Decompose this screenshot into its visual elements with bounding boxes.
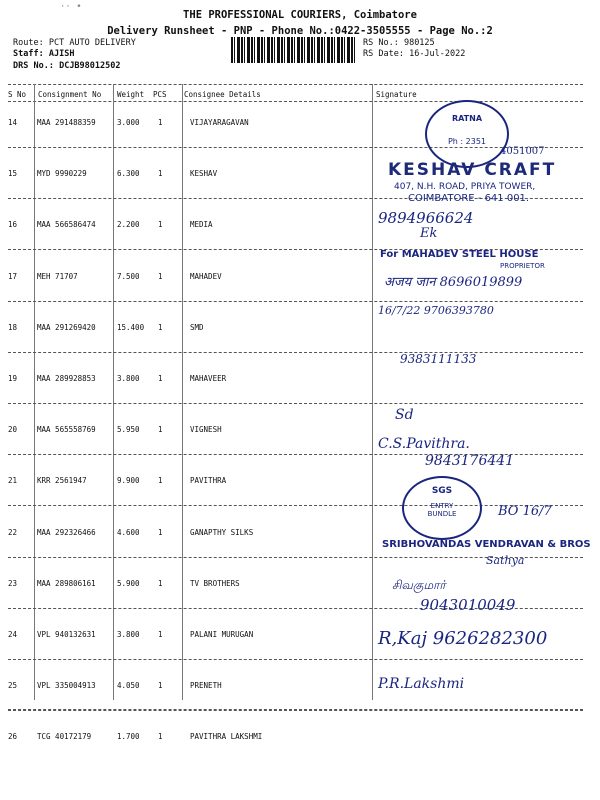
drs-label: DRS No.: — [13, 61, 54, 71]
row-weight: 7.500 — [117, 272, 140, 281]
row-consignment-no: MAA 566586474 — [37, 220, 96, 229]
row-consignment-no: MAA 289806161 — [37, 579, 96, 588]
row-consignee: MEDIA — [190, 220, 213, 229]
staff-label: Staff: — [13, 49, 44, 59]
row-sno: 25 — [8, 681, 18, 690]
row-sno: 19 — [8, 374, 18, 383]
row-consignment-no: MEH 71707 — [37, 272, 78, 281]
row-weight: 3.800 — [117, 374, 140, 383]
keshav-address-2: COIMBATORE - 641 001. — [408, 193, 530, 204]
row-weight: 6.300 — [117, 169, 140, 178]
row-sno: 23 — [8, 579, 18, 588]
table-header-rule — [8, 101, 583, 102]
route-label: Route: — [13, 38, 44, 48]
row-pcs: 1 — [158, 374, 163, 383]
row-sno: 26 — [8, 732, 18, 741]
handwritten-signature: Ek — [420, 226, 438, 241]
handwritten-note: 4051007 — [500, 146, 545, 157]
row-weight: 2.200 — [117, 220, 140, 229]
row-divider — [8, 505, 583, 506]
rs-no-line — [363, 38, 435, 48]
row-weight: 4.050 — [117, 681, 140, 690]
row-pcs: 1 — [158, 476, 163, 485]
row-sno: 17 — [8, 272, 18, 281]
row-consignment-no: MAA 291488359 — [37, 118, 96, 127]
row-consignment-no: TCG 40172179 — [37, 732, 92, 741]
row-pcs: 1 — [158, 425, 163, 434]
handwritten-name: சிவகுமார் — [392, 578, 446, 592]
drs-line — [13, 61, 121, 71]
col-weight: Weight — [117, 90, 145, 99]
row-consignment-no: MAA 292326466 — [37, 528, 96, 537]
row-consignment-no: MAA 291269420 — [37, 323, 96, 332]
top-marks: ·· • — [60, 2, 82, 12]
row-consignment-no: MAA 289928853 — [37, 374, 96, 383]
row-consignee: VIGNESH — [190, 425, 222, 434]
stamp-text: BUNDLE — [427, 510, 457, 518]
handwritten-name: C.S.Pavithra. — [378, 436, 470, 452]
mahadev-stamp: For MAHADEV STEEL HOUSE — [380, 249, 539, 260]
stamp-text: ENTRY — [430, 502, 454, 510]
row-pcs: 1 — [158, 579, 163, 588]
handwritten-signature: R,Kaj 9626282300 — [378, 628, 548, 649]
row-weight: 9.900 — [117, 476, 140, 485]
row-weight: 15.400 — [117, 323, 145, 332]
handwritten-phone: 9383111133 — [400, 352, 477, 366]
keshav-craft-stamp: KESHAV CRAFT — [388, 160, 557, 180]
sgs-stamp — [402, 476, 482, 540]
row-divider — [8, 352, 583, 353]
stamp-text: SGS — [431, 486, 453, 496]
row-consignment-no: VPL 335004913 — [37, 681, 96, 690]
stamp-phone: Ph : 2351 — [447, 137, 487, 146]
col-pcs: PCS — [153, 90, 167, 99]
row-weight: 3.000 — [117, 118, 140, 127]
handwritten-phone: 9894966624 — [378, 209, 474, 227]
keshav-address-1: 407, N.H. ROAD, PRIYA TOWER, — [394, 182, 536, 192]
row-pcs: 1 — [158, 630, 163, 639]
col-consignment: Consignment No — [38, 90, 102, 99]
handwritten-signature: Sathya — [486, 554, 525, 567]
row-consignee: PRENETH — [190, 681, 222, 690]
row-consignee: VIJAYARAGAVAN — [190, 118, 249, 127]
row-sno: 16 — [8, 220, 18, 229]
table-bottom-rule — [8, 709, 583, 710]
row-divider — [8, 659, 583, 660]
row-consignee: GANAPTHY SILKS — [190, 528, 254, 537]
row-weight: 5.950 — [117, 425, 140, 434]
row-pcs: 1 — [158, 681, 163, 690]
row-sno: 21 — [8, 476, 18, 485]
row-weight: 1.700 — [117, 732, 140, 741]
row-consignment-no: MAA 565558769 — [37, 425, 96, 434]
row-divider — [8, 301, 583, 302]
row-sno: 20 — [8, 425, 18, 434]
row-pcs: 1 — [158, 732, 163, 741]
col-consignee: Consignee Details — [184, 90, 261, 99]
row-consignee: MAHADEV — [190, 272, 222, 281]
row-divider — [8, 710, 583, 711]
handwritten-signature: Sd — [395, 407, 414, 423]
rs-no-value: 980125 — [403, 38, 435, 48]
row-divider — [8, 403, 583, 404]
rs-date-value: 16-Jul-2022 — [409, 49, 466, 59]
col-sno: S No — [8, 90, 27, 99]
staff-value: AJISH — [48, 49, 75, 59]
handwritten-phone: 9043010049 — [420, 596, 516, 614]
row-consignee: PALANI MURUGAN — [190, 630, 254, 639]
route-line — [13, 38, 136, 48]
route-value: PCT AUTO DELIVERY — [48, 38, 136, 48]
row-sno: 18 — [8, 323, 18, 332]
row-consignment-no: MYD 9990229 — [37, 169, 87, 178]
row-sno: 22 — [8, 528, 18, 537]
company-title: THE PROFESSIONAL COURIERS, Coimbatore — [183, 9, 417, 21]
rs-no-label: RS No.: — [363, 38, 399, 48]
handwritten-signature: 16/7/22 9706393780 — [378, 304, 494, 317]
row-weight: 3.800 — [117, 630, 140, 639]
ratna-stamp — [425, 100, 509, 168]
row-sno: 14 — [8, 118, 18, 127]
row-consignee: TV BROTHERS — [190, 579, 240, 588]
row-weight: 5.900 — [117, 579, 140, 588]
row-pcs: 1 — [158, 169, 163, 178]
row-consignee: KESHAV — [190, 169, 218, 178]
table-top-rule — [8, 84, 583, 85]
row-consignment-no: KRR 2561947 — [37, 476, 87, 485]
rs-date-line — [363, 49, 465, 59]
row-pcs: 1 — [158, 118, 163, 127]
drs-value: DCJB98012502 — [59, 61, 121, 71]
row-sno: 15 — [8, 169, 18, 178]
row-consignee: SMD — [190, 323, 204, 332]
row-pcs: 1 — [158, 528, 163, 537]
handwritten-phone: अजय जान 8696019899 — [384, 275, 523, 290]
rs-date-label: RS Date: — [363, 49, 404, 59]
row-pcs: 1 — [158, 220, 163, 229]
row-sno: 24 — [8, 630, 18, 639]
row-consignee: PAVITHRA — [190, 476, 227, 485]
runsheet-title: Delivery Runsheet - PNP - Phone No.:0422-3505555 - Page No.:2 — [107, 25, 493, 37]
company-stamp: SRIBHOVANDAS VENDRAVAN & BROS — [382, 539, 591, 550]
handwritten-phone: 9843176441 — [425, 453, 515, 469]
row-weight: 4.600 — [117, 528, 140, 537]
row-pcs: 1 — [158, 323, 163, 332]
row-consignee: PAVITHRA LAKSHMI — [190, 732, 263, 741]
handwritten-signature: P.R.Lakshmi — [378, 676, 465, 692]
staff-line — [13, 49, 74, 59]
barcode — [231, 37, 357, 63]
row-consignee: MAHAVEER — [190, 374, 227, 383]
row-consignment-no: VPL 940132631 — [37, 630, 96, 639]
stamp-text: RATNA — [451, 114, 483, 123]
row-pcs: 1 — [158, 272, 163, 281]
handwritten-signature: BO 16/7 — [498, 504, 552, 519]
proprietor-label: PROPRIETOR — [500, 262, 545, 270]
col-signature: Signature — [376, 90, 417, 99]
